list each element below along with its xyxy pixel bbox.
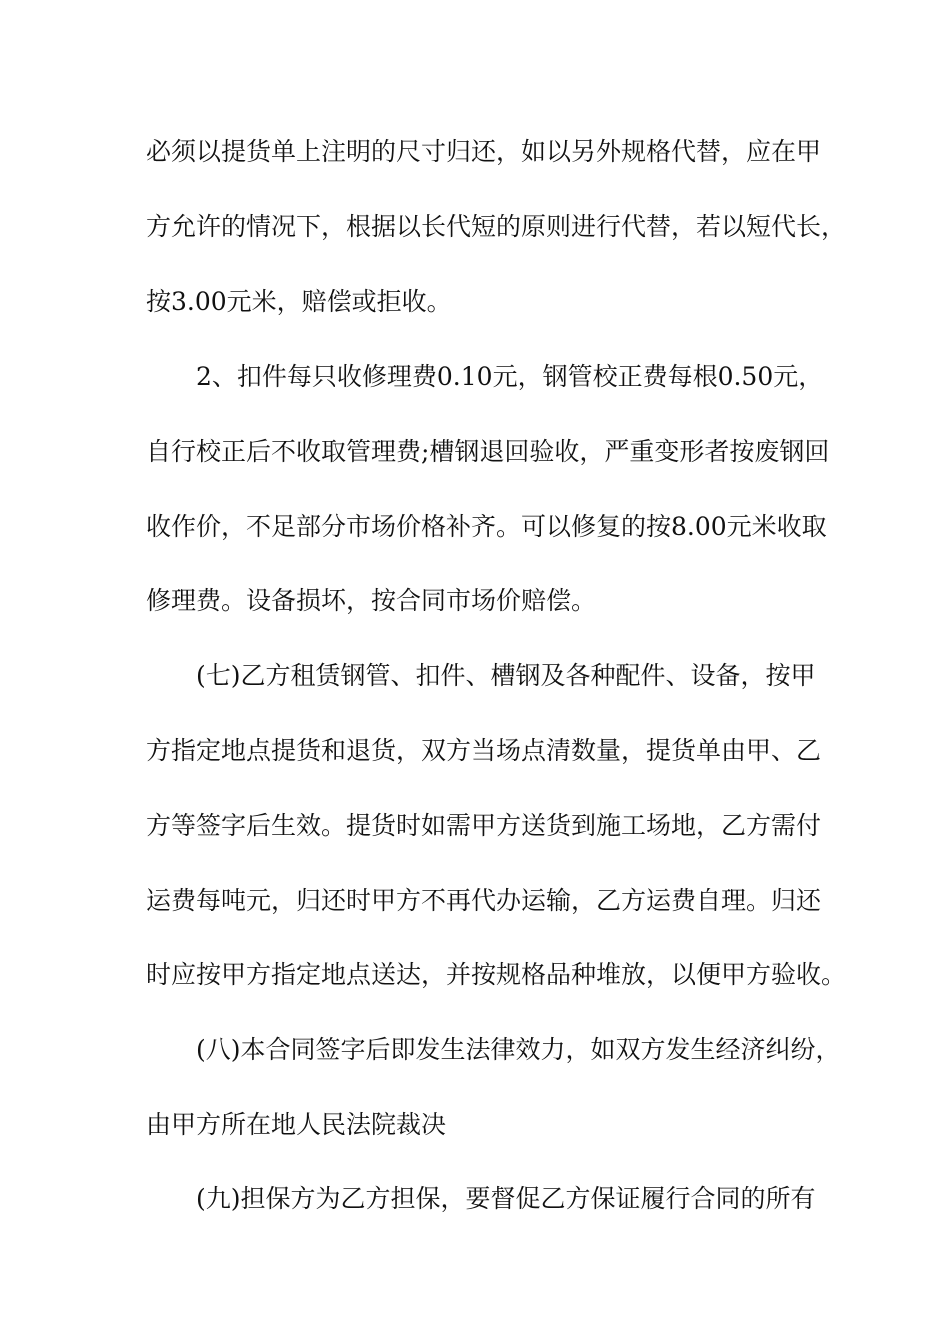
text-line: 修理费。设备损坏，按合同市场价赔偿。	[146, 586, 597, 615]
paragraph-first-line: (七)乙方租赁钢管、扣件、槽钢及各种配件、设备，按甲	[196, 661, 816, 690]
text-line: 方允许的情况下，根据以长代短的原则进行代替，若以短代长，	[146, 212, 847, 241]
paragraph-first-line: 2、扣件每只收修理费0.10元，钢管校正费每根0.50元，	[196, 362, 824, 391]
paragraph-first-line: (八)本合同签字后即发生法律效力，如双方发生经济纠纷，	[196, 1035, 841, 1064]
text-line: 收作价，不足部分市场价格补齐。可以修复的按8.00元米收取	[146, 512, 827, 541]
text-line: 由甲方所在地人民法院裁决	[146, 1110, 447, 1139]
text-line: 必须以提货单上注明的尺寸归还，如以另外规格代替，应在甲	[146, 137, 822, 166]
text-line: 方指定地点提货和退货，双方当场点清数量，提货单由甲、乙	[146, 736, 822, 765]
text-line: 按3.00元米，赔偿或拒收。	[146, 287, 452, 316]
text-line: 方等签字后生效。提货时如需甲方送货到施工场地，乙方需付	[146, 811, 822, 840]
paragraph-first-line: (九)担保方为乙方担保，要督促乙方保证履行合同的所有	[196, 1184, 816, 1213]
text-line: 运费每吨元，归还时甲方不再代办运输，乙方运费自理。归还	[146, 886, 822, 915]
text-line: 时应按甲方指定地点送达，并按规格品种堆放，以便甲方验收。	[146, 960, 847, 989]
text-line: 自行校正后不收取管理费;槽钢退回验收，严重变形者按废钢回	[146, 437, 830, 466]
